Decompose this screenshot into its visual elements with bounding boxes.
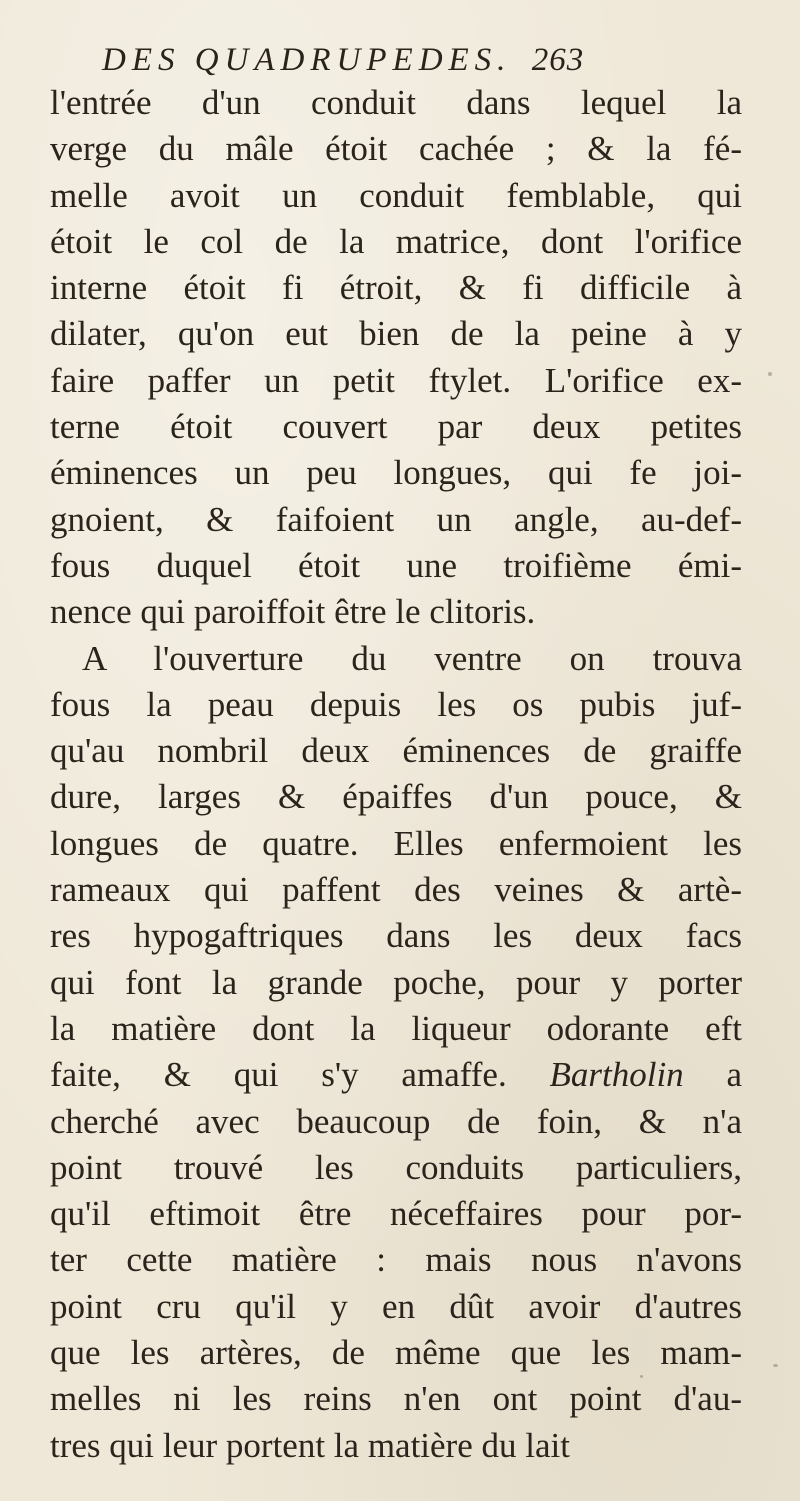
page-number: 263 — [531, 42, 585, 78]
text-line: éminences un peu longues, qui fe joi- — [50, 453, 742, 493]
text-line: qu'il eftimoit être néceffaires pour por- — [50, 1194, 742, 1234]
running-head-title: DES QUADRUPEDES. — [102, 42, 512, 78]
text-line: res hypogaftriques dans les deux facs — [50, 916, 742, 956]
text-line: rameaux qui paffent des veines & artè- — [50, 870, 742, 910]
text-line: l'entrée d'un conduit dans lequel la — [50, 83, 742, 122]
text-line: que les artères, de même que les mam- — [50, 1333, 742, 1373]
text-line: melle avoit un conduit femblable, qui — [50, 175, 742, 215]
text-line: verge du mâle étoit cachée ; & la fé- — [50, 129, 742, 169]
text-line: tres qui leur portent la matière du lait — [50, 1425, 570, 1465]
text-line: gnoient, & faifoient un angle, au-def- — [50, 499, 742, 539]
text-line: fous duquel étoit une troifième émi- — [50, 545, 742, 585]
text-line: la matière dont la liqueur odorante eft — [50, 1008, 742, 1048]
author-name: Bartholin — [549, 1055, 684, 1095]
text-line: qui font la grande poche, pour y porter — [50, 962, 742, 1002]
paper-speck — [640, 1375, 643, 1378]
text-span: faite, & qui s'y amaffe. — [50, 1055, 507, 1095]
text-line: ter cette matière : mais nous n'avons — [50, 1240, 742, 1280]
text-line: dure, larges & épaiffes d'un pouce, & — [50, 777, 742, 817]
running-head — [102, 42, 722, 79]
text-line: dilater, qu'on eut bien de la peine à y — [50, 314, 742, 354]
text-line: terne étoit couvert par deux petites — [50, 407, 742, 447]
text-line: fous la peau depuis les os pubis juf- — [50, 684, 742, 724]
text-line: qu'au nombril deux éminences de graiffe — [50, 731, 742, 771]
text-line: cherché avec beaucoup de foin, & n'a — [50, 1101, 742, 1141]
text-span: a — [726, 1055, 743, 1095]
text-line — [50, 1052, 742, 1098]
body-text — [50, 80, 742, 1469]
paper-speck — [768, 372, 772, 376]
text-line: étoit le col de la matrice, dont l'orifice — [50, 221, 742, 261]
text-line: A l'ouverture du ventre on trouva — [82, 638, 742, 678]
text-line: nence qui paroiffoit être le clitoris. — [50, 592, 536, 632]
text-line: longues de quatre. Elles enfermoient les — [50, 823, 742, 863]
text-line: faire paffer un petit ftylet. L'orifice ex- — [50, 360, 742, 400]
text-line: point cru qu'il y en dût avoir d'autres — [50, 1286, 742, 1326]
text-line: melles ni les reins n'en ont point d'au- — [50, 1379, 742, 1419]
text-line: interne étoit fi étroit, & fi difficile à — [50, 268, 742, 308]
paper-speck — [773, 1364, 778, 1367]
text-line: point trouvé les conduits particuliers, — [50, 1147, 742, 1187]
